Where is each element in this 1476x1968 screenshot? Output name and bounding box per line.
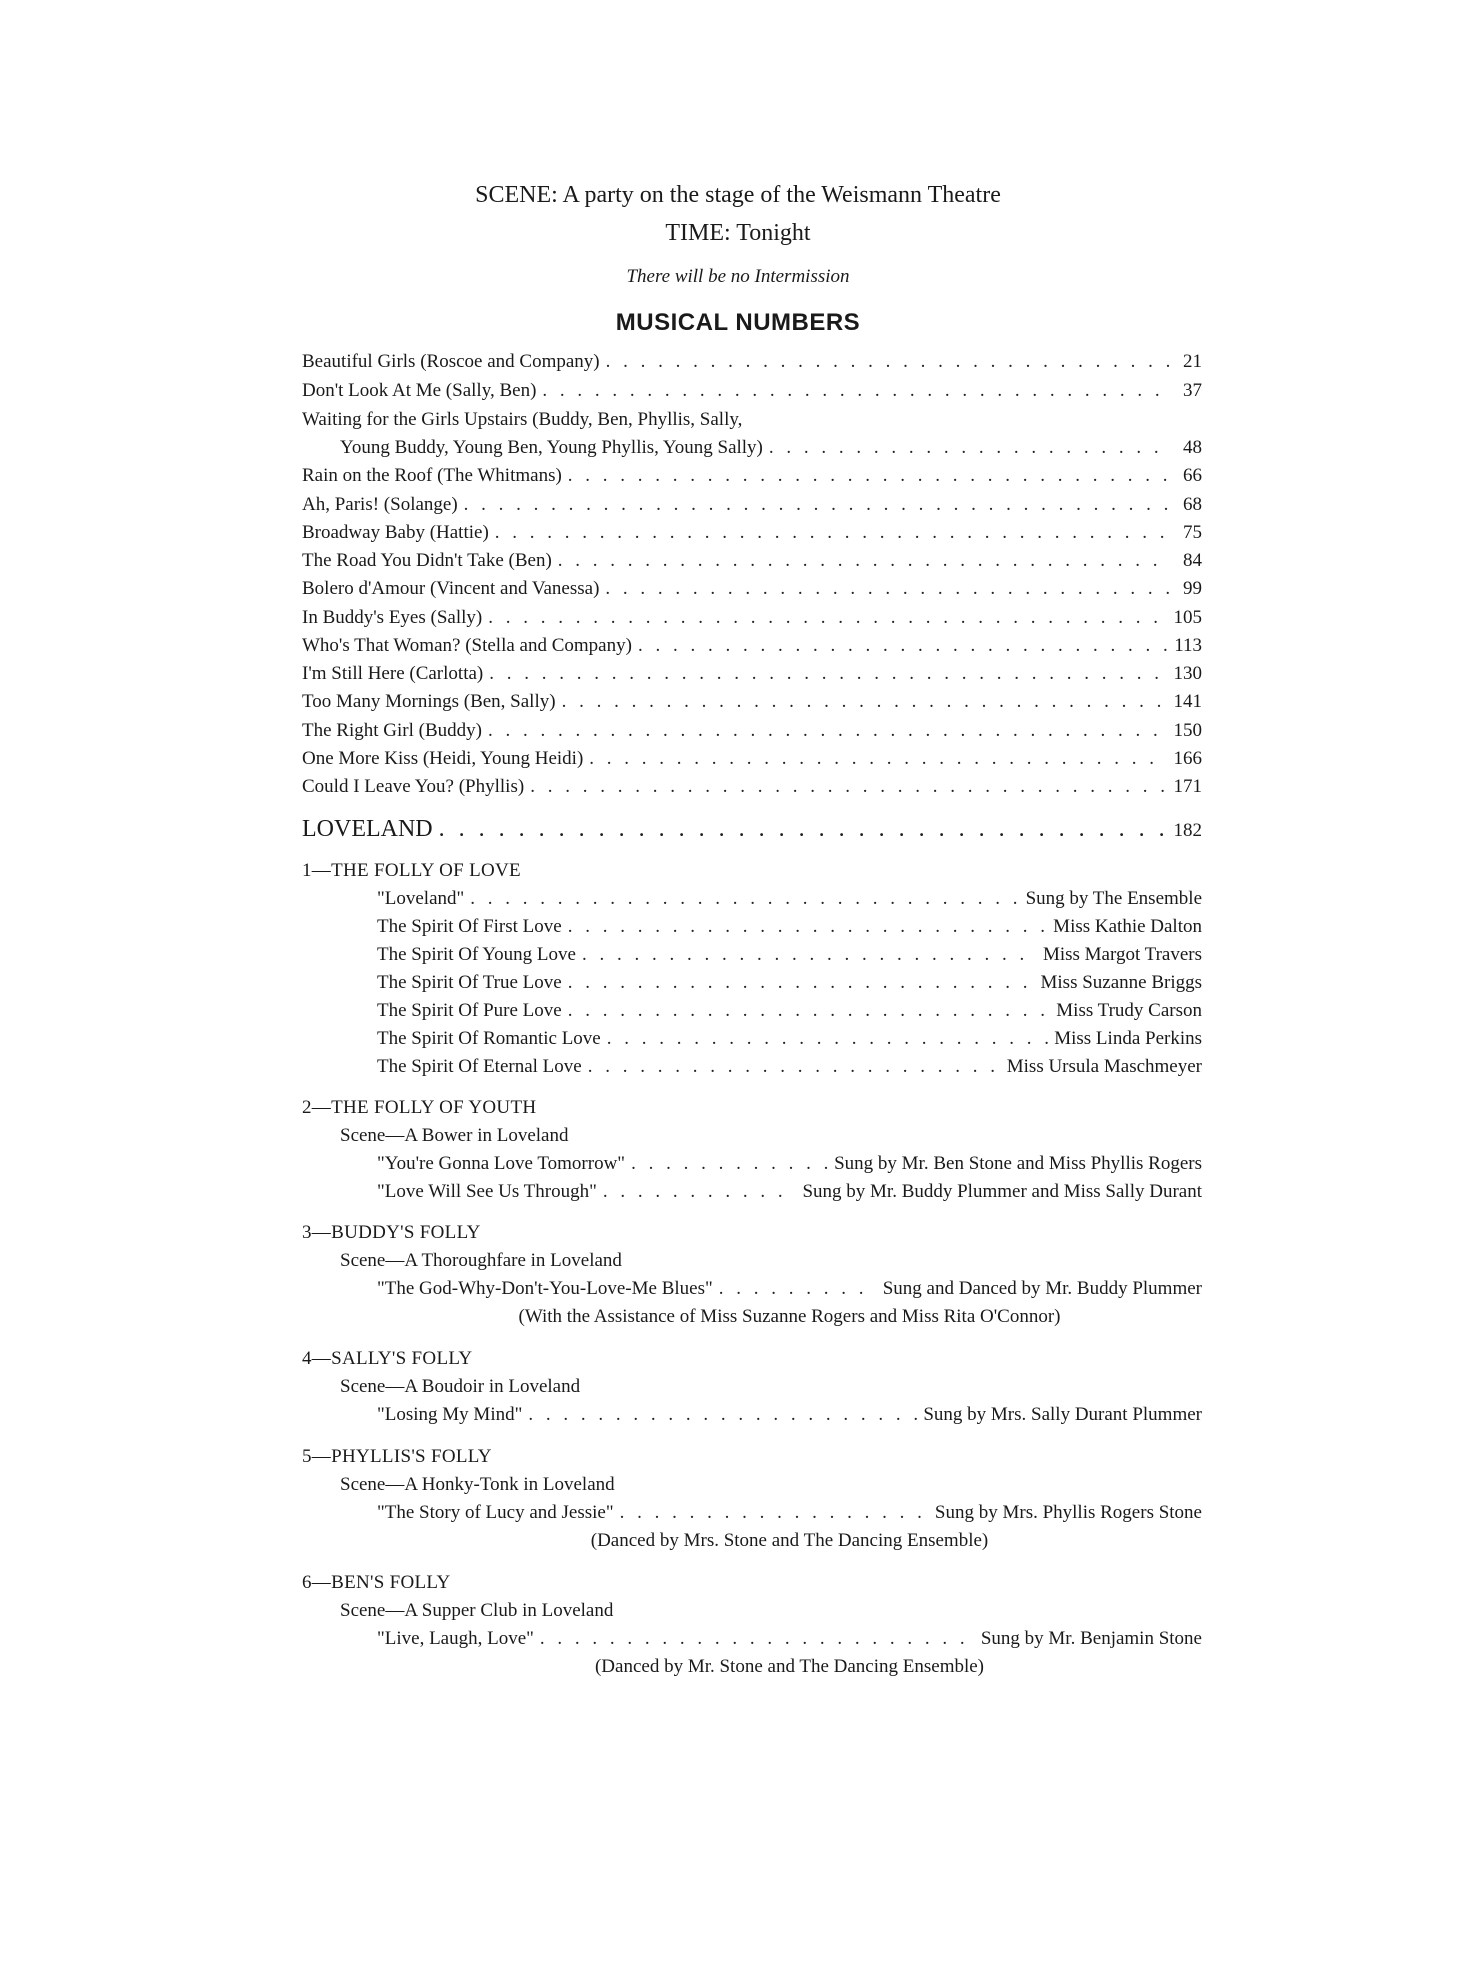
musical-numbers-title: MUSICAL NUMBERS: [615, 309, 861, 336]
folly-heading: 5—PHYLLIS'S FOLLY: [302, 1446, 492, 1467]
credit-row: [377, 1502, 1202, 1532]
performer: Sung by Mr. Ben Stone and Miss Phyllis Rogers: [834, 1153, 1202, 1174]
song-title: "You're Gonna Love Tomorrow": [377, 1153, 626, 1174]
performer: Sung by Mrs. Sally Durant Plummer: [923, 1404, 1202, 1425]
leader-dots: [606, 351, 1170, 373]
leader-dots: [607, 1028, 1048, 1050]
leader-dots: [605, 578, 1170, 600]
number-row: [302, 748, 1202, 778]
performer: Miss Ursula Maschmeyer: [1006, 1056, 1202, 1077]
scene-description: Scene—A Supper Club in Loveland: [340, 1600, 614, 1621]
song-title: "The God-Why-Don't-You-Love-Me Blues": [377, 1278, 713, 1299]
performer: Sung by Mrs. Phyllis Rogers Stone: [934, 1502, 1202, 1523]
performer: Sung and Danced by Mr. Buddy Plummer: [882, 1278, 1202, 1299]
intermission-note: There will be no Intermission: [626, 266, 850, 287]
performer: Miss Linda Perkins: [1054, 1028, 1202, 1049]
leader-dots: [620, 1502, 929, 1524]
credit-row: [377, 1153, 1202, 1183]
number-title: Who's That Woman? (Stella and Company): [302, 635, 632, 656]
leader-dots: [530, 776, 1167, 798]
number-row: [340, 437, 1202, 467]
page-number: 84: [1183, 550, 1202, 571]
page-number: 21: [1183, 351, 1202, 372]
credit-row: [377, 972, 1202, 1002]
credit-row: [377, 944, 1202, 974]
leader-dots: [488, 607, 1167, 629]
number-title: Beautiful Girls (Roscoe and Company): [302, 351, 600, 372]
number-title: Bolero d'Amour (Vincent and Vanessa): [302, 578, 600, 599]
number-row: [302, 578, 1202, 608]
leader-dots: [568, 972, 1035, 994]
number-title: Too Many Mornings (Ben, Sally): [302, 691, 556, 712]
scene-line: SCENE: A party on the stage of the Weismann Theatre: [475, 182, 1001, 208]
leader-dots: [495, 522, 1170, 544]
leader-dots: [489, 663, 1167, 685]
leader-dots: [439, 816, 1168, 843]
song-title: "Live, Laugh, Love": [377, 1628, 534, 1649]
role-name: The Spirit Of First Love: [377, 916, 562, 937]
leader-dots: [488, 720, 1168, 742]
page-number: 130: [1173, 663, 1202, 684]
number-row: [302, 663, 1202, 693]
credit-row: [377, 1628, 1202, 1658]
page-number: 171: [1173, 776, 1202, 797]
song-title: "Love Will See Us Through": [377, 1181, 597, 1202]
number-title: Rain on the Roof (The Whitmans): [302, 465, 562, 486]
folly-heading: 2—THE FOLLY OF YOUTH: [302, 1097, 537, 1118]
performer: Miss Kathie Dalton: [1053, 916, 1202, 937]
page-number: 68: [1183, 494, 1202, 515]
page-number: 113: [1174, 635, 1202, 656]
dance-note: (Danced by Mrs. Stone and The Dancing Ensemble): [590, 1530, 989, 1551]
number-row: [302, 351, 1202, 381]
role-name: The Spirit Of True Love: [377, 972, 562, 993]
page-number: 166: [1173, 748, 1202, 769]
leader-dots: [603, 1181, 797, 1203]
page-number: 150: [1173, 720, 1202, 741]
leader-dots: [568, 916, 1047, 938]
leader-dots: [542, 380, 1170, 402]
number-row: [302, 635, 1202, 665]
role-name: The Spirit Of Eternal Love: [377, 1056, 582, 1077]
song-title: "Losing My Mind": [377, 1404, 523, 1425]
number-row: [302, 607, 1202, 637]
folly-heading: 4—SALLY'S FOLLY: [302, 1348, 473, 1369]
loveland-title: LOVELAND: [302, 816, 433, 842]
performer: Sung by Mr. Benjamin Stone: [980, 1628, 1202, 1649]
scene-description: Scene—A Thoroughfare in Loveland: [340, 1250, 622, 1271]
leader-dots: [568, 1000, 1051, 1022]
credit-row: [377, 1056, 1202, 1086]
leader-dots: [470, 888, 1019, 910]
scene-description: Scene—A Boudoir in Loveland: [340, 1376, 581, 1397]
page-number: 66: [1183, 465, 1202, 486]
time-line: TIME: Tonight: [665, 220, 811, 246]
leader-dots: [464, 494, 1170, 516]
number-row: [302, 522, 1202, 552]
leader-dots: [568, 465, 1170, 487]
role-name: The Spirit Of Young Love: [377, 944, 576, 965]
number-title-continued: Young Buddy, Young Ben, Young Phyllis, Young Sally): [340, 437, 763, 458]
page-number: 182: [1173, 820, 1202, 841]
performer: Miss Trudy Carson: [1056, 1000, 1202, 1021]
number-title: The Right Girl (Buddy): [302, 720, 482, 741]
credit-row: [377, 1181, 1202, 1211]
leader-dots: [582, 944, 1037, 966]
credit-row: [377, 1278, 1202, 1308]
page-number: 48: [1183, 437, 1202, 458]
number-row: [302, 380, 1202, 410]
number-row: [302, 776, 1202, 806]
number-row: [302, 494, 1202, 524]
role-name: The Spirit Of Pure Love: [377, 1000, 562, 1021]
leader-dots: [528, 1404, 917, 1426]
leader-dots: [589, 748, 1167, 770]
number-title: Broadway Baby (Hattie): [302, 522, 489, 543]
credit-row: [377, 916, 1202, 946]
number-title: I'm Still Here (Carlotta): [302, 663, 484, 684]
leader-dots: [638, 635, 1168, 657]
number-title: In Buddy's Eyes (Sally): [302, 607, 483, 628]
credit-row: [377, 1404, 1202, 1434]
credit-row: [377, 888, 1202, 918]
loveland-row: [302, 816, 1202, 852]
leader-dots: [719, 1278, 877, 1300]
scene-description: Scene—A Bower in Loveland: [340, 1125, 569, 1146]
performer: Miss Suzanne Briggs: [1040, 972, 1202, 993]
number-row: [302, 720, 1202, 750]
folly-heading: 1—THE FOLLY OF LOVE: [302, 860, 521, 881]
credit-row: [377, 1028, 1202, 1058]
leader-dots: [631, 1153, 828, 1175]
number-title: Waiting for the Girls Upstairs (Buddy, Ben, Phyllis, Sally,: [302, 409, 743, 430]
number-title: The Road You Didn't Take (Ben): [302, 550, 552, 571]
assistance-note: (With the Assistance of Miss Suzanne Rogers and Miss Rita O'Connor): [518, 1306, 1061, 1327]
performer: Sung by The Ensemble: [1025, 888, 1202, 909]
number-title: One More Kiss (Heidi, Young Heidi): [302, 748, 584, 769]
number-title: Ah, Paris! (Solange): [302, 494, 458, 515]
number-title: Don't Look At Me (Sally, Ben): [302, 380, 537, 401]
credit-row: [377, 1000, 1202, 1030]
number-row: [302, 465, 1202, 495]
page-number: 99: [1183, 578, 1202, 599]
page-number: 37: [1183, 380, 1202, 401]
dance-note: (Danced by Mr. Stone and The Dancing Ensemble): [594, 1656, 985, 1677]
song-title: "Loveland": [377, 888, 465, 909]
folly-heading: 6—BEN'S FOLLY: [302, 1572, 451, 1593]
page-number: 75: [1183, 522, 1202, 543]
leader-dots: [558, 550, 1170, 572]
leader-dots: [562, 691, 1168, 713]
leader-dots: [588, 1056, 1001, 1078]
leader-dots: [769, 437, 1170, 459]
performer: Sung by Mr. Buddy Plummer and Miss Sally Durant: [802, 1181, 1202, 1202]
role-name: The Spirit Of Romantic Love: [377, 1028, 601, 1049]
scene-description: Scene—A Honky-Tonk in Loveland: [340, 1474, 615, 1495]
folly-heading: 3—BUDDY'S FOLLY: [302, 1222, 481, 1243]
number-title: Could I Leave You? (Phyllis): [302, 776, 525, 797]
page-number: 141: [1173, 691, 1202, 712]
song-title: "The Story of Lucy and Jessie": [377, 1502, 614, 1523]
performer: Miss Margot Travers: [1042, 944, 1202, 965]
number-row: [302, 550, 1202, 580]
page-number: 105: [1173, 607, 1202, 628]
number-row: [302, 691, 1202, 721]
leader-dots: [540, 1628, 975, 1650]
